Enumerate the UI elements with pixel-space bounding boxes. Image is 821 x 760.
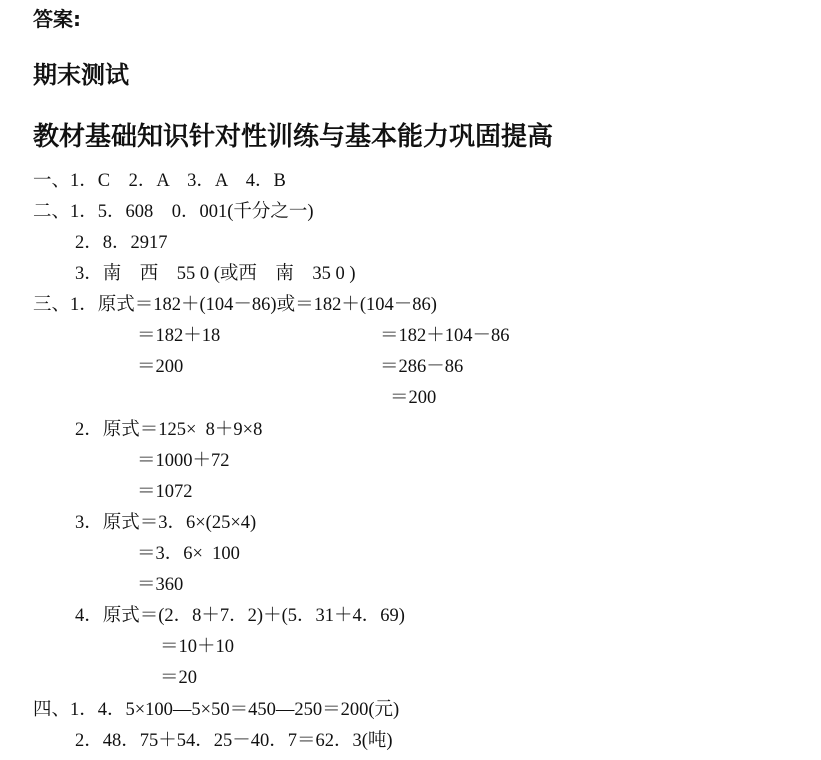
answer-line: ＝200 [137,357,184,377]
answer-line: 一、1．C 2．A 3．A 4．B [33,171,286,191]
section-title: 教材基础知识针对性训练与基本能力巩固提高 [33,122,554,152]
answer-line: ＝3．6× 100 [137,544,240,564]
final-test-heading: 期末测试 [33,61,129,89]
answers-heading: 答案: [33,7,81,31]
answer-line: 3．原式＝3．6×(25×4) [75,513,257,533]
answer-line: ＝200 [390,388,437,408]
answer-line: 2．原式＝125× 8＋9×8 [75,420,263,440]
answer-line: ＝20 [160,668,198,688]
answer-line: 4．原式＝(2．8＋7．2)＋(5．31＋4．69) [75,606,405,626]
answer-line: 2．8．2917 [75,233,168,253]
answer-line: 2．48．75＋54．25－40．7＝62．3(吨) [75,731,393,751]
answer-line: ＝1000＋72 [137,451,230,471]
answer-line: ＝360 [137,575,184,595]
answer-line: ＝1072 [137,482,193,502]
answer-line: ＝10＋10 [160,637,235,657]
answer-line: ＝286－86 [380,357,464,377]
answer-line: ＝182＋18 [137,326,221,346]
answer-line: 二、1．5．608 0．001(千分之一) [33,202,314,222]
answer-line: 三、1．原式＝182＋(104－86)或＝182＋(104－86) [33,295,437,315]
answer-line: ＝182＋104－86 [380,326,510,346]
answer-line: 四、1．4．5×100—5×50＝450—250＝200(元) [33,700,400,720]
answer-line: 3．南 西 55 0 (或西 南 35 0 ) [75,264,356,284]
